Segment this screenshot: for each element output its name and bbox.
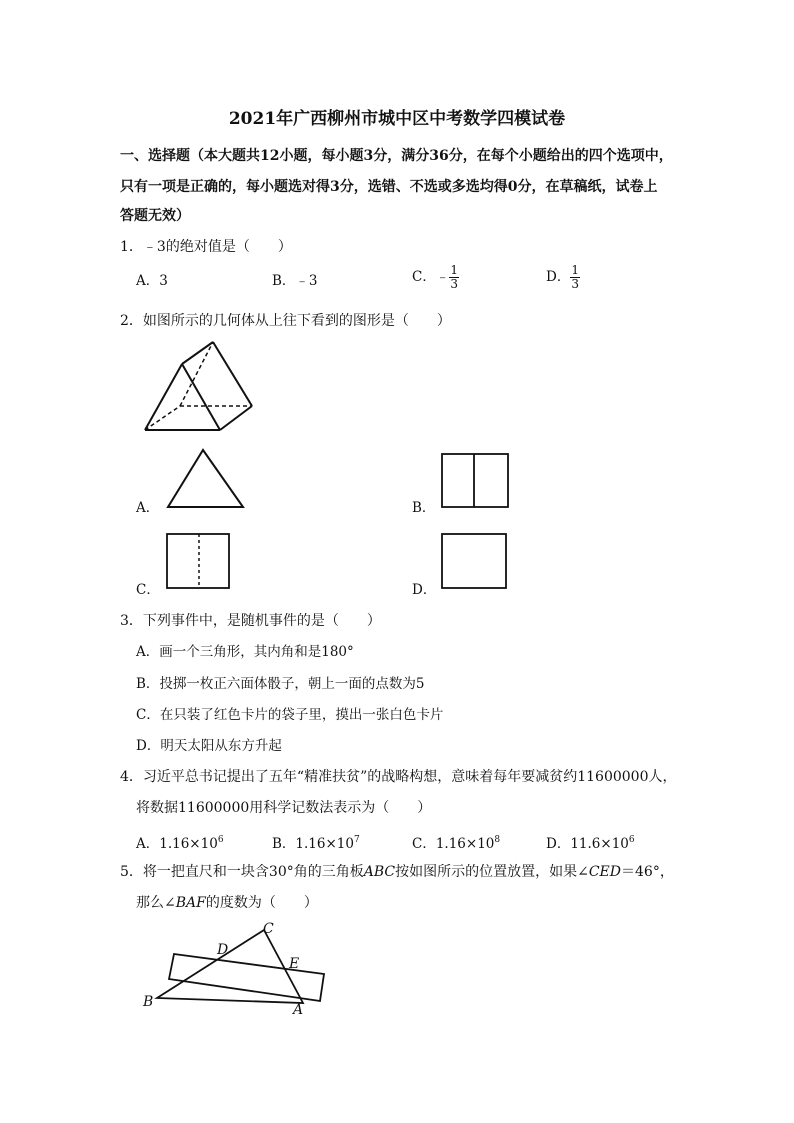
q5-text: 5．将一把直尺和一块含30°角的三角板 bbox=[120, 864, 364, 880]
question-5-ruler-triangle-figure bbox=[140, 920, 340, 1020]
q5-text: 按如图所示的位置放置，如果∠ bbox=[395, 864, 589, 880]
question-2-option-c-label: C． bbox=[136, 582, 160, 598]
option-exponent: 6 bbox=[217, 835, 224, 845]
question-4-stem-line-2: 将数据11600000用科学记数法表示为（ ） bbox=[136, 800, 432, 816]
q5-triangle-name: ABC bbox=[363, 864, 396, 880]
question-2-option-a-triangle bbox=[166, 446, 246, 510]
question-3-option-b: B．投掷一枚正六面体骰子，朝上一面的点数为5 bbox=[136, 676, 425, 692]
question-2-option-a-label: A． bbox=[136, 500, 160, 516]
question-4-option-a bbox=[136, 830, 224, 854]
section-1-instructions-line-3: 答题无效） bbox=[120, 208, 190, 224]
question-5-stem-line-2 bbox=[136, 893, 318, 913]
question-1-option-c-fraction bbox=[449, 264, 459, 291]
option-exponent: 7 bbox=[353, 835, 360, 845]
question-1-stem: 1．﹣3的绝对值是（ ） bbox=[120, 239, 292, 255]
question-3-stem: 3．下列事件中，是随机事件的是（ ） bbox=[120, 613, 381, 629]
question-1-option-d-fraction bbox=[570, 264, 580, 291]
figure-label-e: E bbox=[289, 956, 300, 972]
question-3-option-d: D．明天太阳从东方升起 bbox=[136, 738, 282, 754]
option-base: A．1.16×10 bbox=[136, 836, 218, 852]
question-2-stem: 2．如图所示的几何体从上往下看到的图形是（ ） bbox=[120, 313, 451, 329]
question-1-option-b: B．﹣3 bbox=[272, 273, 318, 289]
question-2-option-b-rectangle-solid bbox=[441, 453, 511, 509]
section-1-instructions-line-2: 只有一项是正确的，每小题选对得3分，选错、不选或多选均得0分，在草稿纸，试卷上 bbox=[120, 179, 658, 195]
question-2-option-d-label: D． bbox=[412, 582, 437, 598]
question-4-option-c bbox=[412, 830, 500, 854]
ruler-shape bbox=[169, 954, 324, 1001]
figure-label-b: B bbox=[143, 994, 154, 1010]
question-2-option-c-rectangle-dashed bbox=[166, 533, 232, 591]
question-4-stem-line-1: 4．习近平总书记提出了五年“精准扶贫”的战略构想，意味着每年要减贫约11600000人， bbox=[120, 769, 677, 785]
option-base: C．1.16×10 bbox=[412, 836, 495, 852]
question-2-option-b-label: B． bbox=[412, 500, 436, 516]
question-1-option-a: A．3 bbox=[136, 273, 168, 289]
question-1-option-c-prefix: C．﹣ bbox=[412, 269, 450, 285]
question-1-option-d-prefix: D． bbox=[546, 269, 571, 285]
q5-angle-name: CED bbox=[588, 864, 621, 880]
option-exponent: 8 bbox=[494, 835, 501, 845]
fraction-denominator: 3 bbox=[450, 277, 458, 291]
question-1-option-d bbox=[546, 264, 580, 291]
q5-text: 的度数为（ ） bbox=[205, 895, 318, 911]
fraction-denominator: 3 bbox=[571, 277, 579, 291]
page-title: 2021年广西柳州市城中区中考数学四模试卷 bbox=[228, 109, 566, 129]
figure-label-c: C bbox=[263, 921, 274, 937]
option-exponent: 6 bbox=[628, 835, 635, 845]
triangle-shape bbox=[157, 930, 303, 1003]
option-base: D．11.6×10 bbox=[546, 836, 629, 852]
question-4-option-b bbox=[272, 830, 360, 854]
question-5-stem-line-1 bbox=[120, 862, 674, 882]
question-2-option-d-rectangle bbox=[441, 533, 509, 591]
section-1-instructions-line-1: 一、选择题（本大题共12小题，每小题3分，满分36分，在每个小题给出的四个选项中， bbox=[120, 148, 673, 164]
q5-text: ＝46°， bbox=[621, 864, 674, 880]
question-1-option-c bbox=[412, 264, 459, 291]
figure-label-d: D bbox=[217, 942, 229, 958]
question-4-option-d bbox=[546, 830, 635, 854]
question-2-prism-figure bbox=[140, 338, 260, 438]
question-3-option-a: A．画一个三角形，其内角和是180° bbox=[136, 644, 354, 660]
option-base: B．1.16×10 bbox=[272, 836, 354, 852]
q5-text: 那么∠ bbox=[136, 895, 176, 911]
fraction-numerator: 1 bbox=[450, 263, 458, 277]
question-3-option-c: C．在只装了红色卡片的袋子里，摸出一张白色卡片 bbox=[136, 707, 444, 723]
fraction-numerator: 1 bbox=[571, 263, 579, 277]
q5-angle-name: BAF bbox=[175, 895, 206, 911]
figure-label-a: A bbox=[293, 1002, 304, 1018]
